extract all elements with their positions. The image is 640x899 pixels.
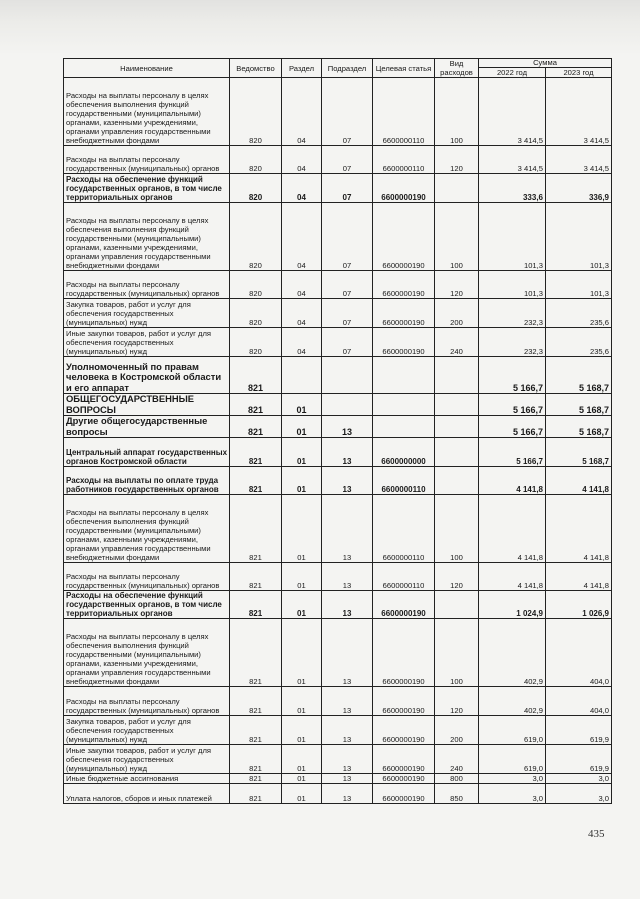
cell-podrazdel: 13 [322, 784, 373, 804]
cell-celevaya-statya: 6600000110 [373, 146, 435, 174]
cell-celevaya-statya: 6600000190 [373, 745, 435, 774]
cell-podrazdel: 13 [322, 438, 373, 467]
header-vedomstvo: Ведомство [230, 59, 282, 78]
cell-razdel: 04 [282, 271, 322, 299]
cell-sum-2023: 5 168,7 [546, 394, 612, 416]
cell-vedomstvo: 821 [230, 619, 282, 687]
cell-podrazdel: 13 [322, 467, 373, 495]
cell-vid-raskhodov: 200 [435, 299, 479, 328]
cell-celevaya-statya: 6600000190 [373, 203, 435, 271]
cell-sum-2023: 336,9 [546, 174, 612, 203]
cell-razdel: 04 [282, 299, 322, 328]
cell-vid-raskhodov [435, 591, 479, 619]
cell-sum-2023: 3,0 [546, 784, 612, 804]
header-vid-raskhodov: Вид расходов [435, 59, 479, 78]
cell-razdel: 04 [282, 203, 322, 271]
cell-sum-2022: 5 166,7 [479, 357, 546, 394]
cell-sum-2022: 3 414,5 [479, 78, 546, 146]
cell-sum-2022: 101,3 [479, 203, 546, 271]
table-row [64, 299, 612, 328]
cell-podrazdel: 07 [322, 146, 373, 174]
cell-podrazdel: 07 [322, 328, 373, 357]
budget-table [63, 58, 612, 804]
header-name: Наименование [64, 59, 230, 78]
cell-vid-raskhodov: 100 [435, 495, 479, 563]
cell-vedomstvo: 821 [230, 774, 282, 784]
cell-sum-2023: 101,3 [546, 271, 612, 299]
cell-sum-2022: 3,0 [479, 774, 546, 784]
cell-podrazdel: 07 [322, 78, 373, 146]
cell-razdel: 01 [282, 619, 322, 687]
cell-sum-2022: 5 166,7 [479, 416, 546, 438]
table-row [64, 687, 612, 716]
cell-celevaya-statya [373, 416, 435, 438]
cell-sum-2022: 5 166,7 [479, 438, 546, 467]
cell-celevaya-statya: 6600000190 [373, 774, 435, 784]
cell-vid-raskhodov: 200 [435, 716, 479, 745]
table-body [64, 78, 612, 804]
cell-celevaya-statya: 6600000000 [373, 438, 435, 467]
cell-celevaya-statya: 6600000110 [373, 78, 435, 146]
cell-sum-2023: 404,0 [546, 687, 612, 716]
cell-razdel [282, 357, 322, 394]
cell-vedomstvo: 821 [230, 563, 282, 591]
header-year-2022: 2022 год [479, 68, 546, 78]
cell-name: Расходы на выплаты персоналу государственных (муниципальных) органов [64, 687, 230, 716]
cell-razdel: 01 [282, 784, 322, 804]
header-year-2023: 2023 год [546, 68, 612, 78]
cell-name: Центральный аппарат государственных органов Костромской области [64, 438, 230, 467]
cell-vid-raskhodov [435, 416, 479, 438]
cell-vid-raskhodov [435, 174, 479, 203]
header-celevaya-statya: Целевая статья [373, 59, 435, 78]
table-row [64, 716, 612, 745]
cell-name: Другие общегосударственные вопросы [64, 416, 230, 438]
cell-razdel: 01 [282, 495, 322, 563]
cell-podrazdel: 07 [322, 174, 373, 203]
cell-podrazdel: 13 [322, 495, 373, 563]
cell-vid-raskhodov [435, 357, 479, 394]
cell-vedomstvo: 820 [230, 299, 282, 328]
cell-vedomstvo: 820 [230, 271, 282, 299]
scan-top-band [0, 0, 640, 56]
cell-razdel: 01 [282, 687, 322, 716]
cell-vedomstvo: 821 [230, 438, 282, 467]
cell-sum-2023: 5 168,7 [546, 416, 612, 438]
cell-vid-raskhodov: 120 [435, 146, 479, 174]
cell-celevaya-statya: 6600000190 [373, 328, 435, 357]
cell-vid-raskhodov: 240 [435, 745, 479, 774]
cell-sum-2023: 101,3 [546, 203, 612, 271]
cell-podrazdel: 13 [322, 716, 373, 745]
cell-sum-2022: 619,0 [479, 716, 546, 745]
cell-podrazdel: 13 [322, 619, 373, 687]
cell-razdel: 01 [282, 416, 322, 438]
table-row [64, 271, 612, 299]
cell-celevaya-statya: 6600000190 [373, 784, 435, 804]
table-row [64, 784, 612, 804]
cell-razdel: 01 [282, 591, 322, 619]
cell-vid-raskhodov: 120 [435, 563, 479, 591]
cell-name: Расходы на выплаты персоналу государственных (муниципальных) органов [64, 271, 230, 299]
cell-sum-2022: 4 141,8 [479, 495, 546, 563]
cell-vedomstvo: 820 [230, 328, 282, 357]
cell-celevaya-statya: 6600000190 [373, 687, 435, 716]
cell-razdel: 01 [282, 716, 322, 745]
cell-vid-raskhodov: 120 [435, 271, 479, 299]
cell-celevaya-statya: 6600000110 [373, 495, 435, 563]
cell-sum-2023: 1 026,9 [546, 591, 612, 619]
cell-sum-2023: 5 168,7 [546, 357, 612, 394]
cell-celevaya-statya [373, 394, 435, 416]
cell-sum-2023: 3,0 [546, 774, 612, 784]
cell-sum-2023: 619,9 [546, 745, 612, 774]
cell-name: Расходы на выплаты персоналу государственных (муниципальных) органов [64, 146, 230, 174]
page-number: 435 [588, 828, 605, 840]
table-row [64, 203, 612, 271]
cell-sum-2022: 3 414,5 [479, 146, 546, 174]
cell-name: Иные закупки товаров, работ и услуг для обеспечения государственных (муниципальных) нужд [64, 328, 230, 357]
cell-vid-raskhodov: 850 [435, 784, 479, 804]
cell-sum-2023: 4 141,8 [546, 563, 612, 591]
cell-sum-2023: 3 414,5 [546, 78, 612, 146]
cell-sum-2022: 4 141,8 [479, 563, 546, 591]
cell-sum-2022: 5 166,7 [479, 394, 546, 416]
table-row [64, 774, 612, 784]
table-row [64, 495, 612, 563]
cell-razdel: 04 [282, 174, 322, 203]
table-row [64, 357, 612, 394]
cell-razdel: 04 [282, 328, 322, 357]
cell-name: Расходы на выплаты персоналу в целях обеспечения выполнения функций государственными (муниципальными) органами, казенными учреждениями, органами управления государственными внебюджетными фондами [64, 619, 230, 687]
cell-podrazdel: 07 [322, 271, 373, 299]
cell-vedomstvo: 821 [230, 591, 282, 619]
cell-podrazdel: 13 [322, 774, 373, 784]
cell-name: Иные закупки товаров, работ и услуг для обеспечения государственных (муниципальных) нужд [64, 745, 230, 774]
cell-vedomstvo: 820 [230, 146, 282, 174]
cell-sum-2022: 1 024,9 [479, 591, 546, 619]
cell-vid-raskhodov [435, 438, 479, 467]
cell-podrazdel: 13 [322, 591, 373, 619]
table-row [64, 591, 612, 619]
cell-sum-2022: 402,9 [479, 687, 546, 716]
table-row [64, 146, 612, 174]
table-row [64, 563, 612, 591]
cell-vedomstvo: 820 [230, 174, 282, 203]
cell-celevaya-statya: 6600000190 [373, 716, 435, 745]
cell-vedomstvo: 821 [230, 394, 282, 416]
cell-vid-raskhodov [435, 467, 479, 495]
cell-sum-2023: 404,0 [546, 619, 612, 687]
cell-celevaya-statya: 6600000190 [373, 591, 435, 619]
cell-podrazdel: 13 [322, 687, 373, 716]
cell-name: Закупка товаров, работ и услуг для обеспечения государственных (муниципальных) нужд [64, 716, 230, 745]
header-podrazdel: Подраздел [322, 59, 373, 78]
cell-sum-2022: 3,0 [479, 784, 546, 804]
cell-podrazdel [322, 357, 373, 394]
header-summa: Сумма [479, 59, 612, 68]
table-row [64, 174, 612, 203]
cell-razdel: 01 [282, 563, 322, 591]
cell-sum-2023: 4 141,8 [546, 495, 612, 563]
table-row [64, 438, 612, 467]
cell-sum-2022: 402,9 [479, 619, 546, 687]
cell-razdel: 01 [282, 467, 322, 495]
table-row [64, 467, 612, 495]
cell-vedomstvo: 821 [230, 467, 282, 495]
cell-name: Уполномоченный по правам человека в Костромской области и его аппарат [64, 357, 230, 394]
cell-name: Расходы на выплаты по оплате труда работников государственных органов [64, 467, 230, 495]
table-row [64, 394, 612, 416]
cell-name: Расходы на обеспечение функций государственных органов, в том числе территориальных органов [64, 591, 230, 619]
cell-name: ОБЩЕГОСУДАРСТВЕННЫЕ ВОПРОСЫ [64, 394, 230, 416]
cell-celevaya-statya: 6600000110 [373, 563, 435, 591]
table-row [64, 328, 612, 357]
cell-celevaya-statya: 6600000190 [373, 619, 435, 687]
cell-celevaya-statya: 6600000190 [373, 174, 435, 203]
cell-vedomstvo: 821 [230, 416, 282, 438]
cell-razdel: 01 [282, 774, 322, 784]
cell-razdel: 01 [282, 394, 322, 416]
cell-sum-2023: 4 141,8 [546, 467, 612, 495]
cell-name: Иные бюджетные ассигнования [64, 774, 230, 784]
cell-podrazdel [322, 394, 373, 416]
cell-sum-2023: 3 414,5 [546, 146, 612, 174]
cell-sum-2023: 619,9 [546, 716, 612, 745]
cell-vedomstvo: 821 [230, 745, 282, 774]
cell-sum-2022: 232,3 [479, 299, 546, 328]
cell-vid-raskhodov: 100 [435, 203, 479, 271]
table-row [64, 745, 612, 774]
cell-podrazdel: 13 [322, 416, 373, 438]
cell-vedomstvo: 821 [230, 495, 282, 563]
cell-sum-2023: 235,6 [546, 328, 612, 357]
cell-sum-2022: 101,3 [479, 271, 546, 299]
cell-podrazdel: 13 [322, 563, 373, 591]
cell-razdel: 04 [282, 78, 322, 146]
cell-vedomstvo: 821 [230, 357, 282, 394]
cell-podrazdel: 13 [322, 745, 373, 774]
cell-name: Расходы на выплаты персоналу в целях обеспечения выполнения функций государственными (муниципальными) органами, казенными учреждениями, органами управления государственными внебюджетными фондами [64, 203, 230, 271]
cell-name: Расходы на выплаты персоналу государственных (муниципальных) органов [64, 563, 230, 591]
cell-vedomstvo: 821 [230, 784, 282, 804]
cell-name: Уплата налогов, сборов и иных платежей [64, 784, 230, 804]
cell-sum-2022: 4 141,8 [479, 467, 546, 495]
cell-sum-2023: 5 168,7 [546, 438, 612, 467]
cell-vid-raskhodov: 120 [435, 687, 479, 716]
cell-celevaya-statya: 6600000110 [373, 467, 435, 495]
cell-vid-raskhodov: 100 [435, 619, 479, 687]
cell-name: Расходы на выплаты персоналу в целях обеспечения выполнения функций государственными (муниципальными) органами, казенными учреждениями, органами управления государственными внебюджетными фондами [64, 495, 230, 563]
cell-razdel: 04 [282, 146, 322, 174]
cell-celevaya-statya: 6600000190 [373, 271, 435, 299]
cell-vedomstvo: 821 [230, 716, 282, 745]
table-row [64, 78, 612, 146]
cell-vid-raskhodov [435, 394, 479, 416]
cell-name: Расходы на обеспечение функций государственных органов, в том числе территориальных органов [64, 174, 230, 203]
cell-celevaya-statya [373, 357, 435, 394]
table-row [64, 416, 612, 438]
cell-razdel: 01 [282, 438, 322, 467]
cell-podrazdel: 07 [322, 299, 373, 328]
cell-sum-2022: 619,0 [479, 745, 546, 774]
cell-vid-raskhodov: 240 [435, 328, 479, 357]
cell-podrazdel: 07 [322, 203, 373, 271]
cell-celevaya-statya: 6600000190 [373, 299, 435, 328]
cell-sum-2023: 235,6 [546, 299, 612, 328]
table-row [64, 619, 612, 687]
header-razdel: Раздел [282, 59, 322, 78]
cell-vedomstvo: 821 [230, 687, 282, 716]
cell-name: Расходы на выплаты персоналу в целях обеспечения выполнения функций государственными (муниципальными) органами, казенными учреждениями, органами управления государственными внебюджетными фондами [64, 78, 230, 146]
cell-name: Закупка товаров, работ и услуг для обеспечения государственных (муниципальных) нужд [64, 299, 230, 328]
cell-vid-raskhodov: 100 [435, 78, 479, 146]
cell-sum-2022: 232,3 [479, 328, 546, 357]
cell-sum-2022: 333,6 [479, 174, 546, 203]
cell-vedomstvo: 820 [230, 203, 282, 271]
cell-vid-raskhodov: 800 [435, 774, 479, 784]
cell-razdel: 01 [282, 745, 322, 774]
cell-vedomstvo: 820 [230, 78, 282, 146]
